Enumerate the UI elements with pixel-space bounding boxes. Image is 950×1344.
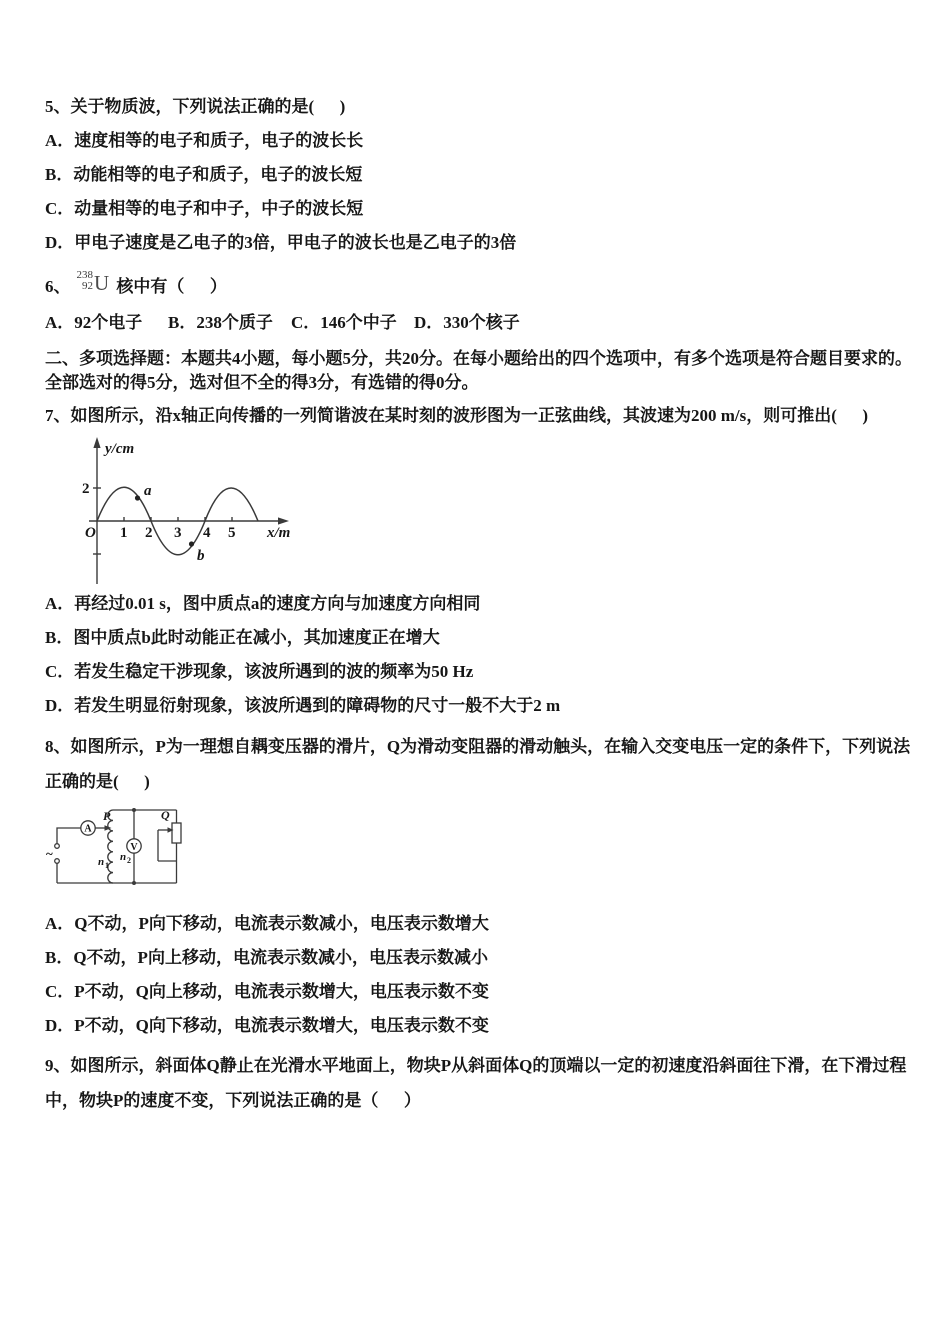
wave-y-axis-label: y/cm <box>105 441 135 457</box>
nuclide-mass-number: 238 <box>76 269 93 281</box>
question-5-option-d: D．甲电子速度是乙电子的3倍，甲电子的波长也是乙电子的3倍 <box>45 233 517 252</box>
ac-source-symbol: ~ <box>46 846 53 861</box>
question-8-option-a: A．Q不动，P向下移动，电流表示数减小，电压表示数增大 <box>45 914 489 933</box>
point-a-label: a <box>144 483 152 499</box>
question-8-options <box>45 915 913 1035</box>
wire-source-to-ammeter <box>57 828 81 844</box>
question-8-stem: 8、如图所示，P为一理想自耦变压器的滑片，Q为滑动变阻器的滑动触头，在输入交变电压一定的条件下，下列说法正确的是( ) <box>45 737 911 791</box>
question-6-option-a: A．92个电子 <box>45 313 143 332</box>
question-6-option-d: D．330个核子 <box>414 313 520 332</box>
point-b-dot <box>189 541 194 546</box>
wave-x-tick-label-1: 1 <box>120 525 128 541</box>
x-axis-arrow <box>278 517 289 524</box>
nuclide-symbol: U <box>94 271 110 295</box>
ac-terminal-top <box>55 844 60 849</box>
slider-q-label: Q <box>161 808 170 822</box>
question-7-option-d: D．若发生明显衍射现象，该波所遇到的障碍物的尺寸一般不大于2 m <box>45 696 561 715</box>
y-axis-arrow <box>93 437 100 448</box>
question-5-stem: 5、关于物质波，下列说法正确的是( ) <box>45 97 346 116</box>
question-9-stem: 9、如图所示，斜面体Q静止在光滑水平地面上，物块P从斜面体Q的顶端以一定的初速度沿斜面往下滑，在下滑过程中，物块P的速度不变，下列说法正确的是（ ） <box>45 1056 907 1110</box>
nuclide-numbers <box>77 270 94 292</box>
wave-x-tick-label-2: 2 <box>145 525 153 541</box>
winding-n2-subscript: 2 <box>127 856 131 865</box>
question-6 <box>45 269 913 332</box>
question-7-stem: 7、如图所示，沿x轴正向传播的一列简谐波在某时刻的波形图为一正弦曲线，其波速为200 m/s，则可推出( ) <box>45 406 869 425</box>
question-6-stem <box>45 269 913 298</box>
question-6-option-c: C．146个中子 <box>291 313 397 332</box>
wave-axes <box>89 445 281 584</box>
question-5 <box>45 98 913 252</box>
wave-x-tick-label-4: 4 <box>203 525 211 541</box>
question-8 <box>45 729 913 1035</box>
winding-n2-label: n <box>120 851 127 863</box>
winding-n1-subscript: 1 <box>105 861 109 870</box>
question-5-option-a: A．速度相等的电子和质子，电子的波长长 <box>45 131 364 150</box>
junction-dot-top <box>132 808 136 812</box>
question-6-option-b: B．238个质子 <box>168 313 273 332</box>
question-8-option-d: D．P不动，Q向下移动，电流表示数增大，电压表示数不变 <box>45 1016 489 1035</box>
transformer-circuit-figure <box>45 803 197 895</box>
question-8-option-b: B．Q不动，P向上移动，电流表示数减小，电压表示数减小 <box>45 948 488 967</box>
question-5-option-c: C．动量相等的电子和中子，中子的波长短 <box>45 199 364 218</box>
question-6-text: 核中有（ ） <box>112 277 227 296</box>
question-7-options <box>45 595 913 715</box>
question-6-number: 6、 <box>45 277 71 296</box>
point-b-label: b <box>197 548 205 564</box>
slider-p-label: P <box>103 809 111 823</box>
question-8-option-c: C．P不动，Q向上移动，电流表示数增大，电压表示数不变 <box>45 982 489 1001</box>
question-6-options <box>45 314 913 332</box>
question-7-option-a: A．再经过0.01 s，图中质点a的速度方向与加速度方向相同 <box>45 594 481 613</box>
wave-x-tick-label-3: 3 <box>174 525 182 541</box>
nuclide-atomic-number: 92 <box>82 280 93 292</box>
wave-origin-label: O <box>85 525 96 541</box>
question-7-option-c: C．若发生稳定干涉现象，该波所遇到的波的频率为50 Hz <box>45 662 474 681</box>
wave-x-axis-label: x/m <box>267 525 291 541</box>
wave-figure <box>59 429 309 587</box>
question-5-option-b: B．动能相等的电子和质子，电子的波长短 <box>45 165 363 184</box>
ammeter-label: A <box>84 823 92 835</box>
wave-x-tick-label-5: 5 <box>228 525 236 541</box>
uranium-nuclide <box>76 269 110 298</box>
ac-terminal-bottom <box>55 859 60 864</box>
section-2-header: 二、多项选择题：本题共4小题，每小题5分，共20分。在每小题给出的四个选项中，有多个选项是符合题目要求的。全部选对的得5分，选对但不全的得3分，有选错的得0分。 <box>45 349 912 392</box>
question-7-option-b: B．图中质点b此时动能正在减小，其加速度正在增大 <box>45 628 440 647</box>
junction-dot-bottom <box>132 881 136 885</box>
voltmeter-label: V <box>130 841 138 853</box>
rheostat-body <box>172 823 181 843</box>
question-7 <box>45 407 913 715</box>
winding-n1-label: n <box>98 856 105 868</box>
wave-y-tick-label: 2 <box>82 481 90 497</box>
question-9 <box>45 1048 913 1118</box>
point-a-dot <box>135 495 140 500</box>
